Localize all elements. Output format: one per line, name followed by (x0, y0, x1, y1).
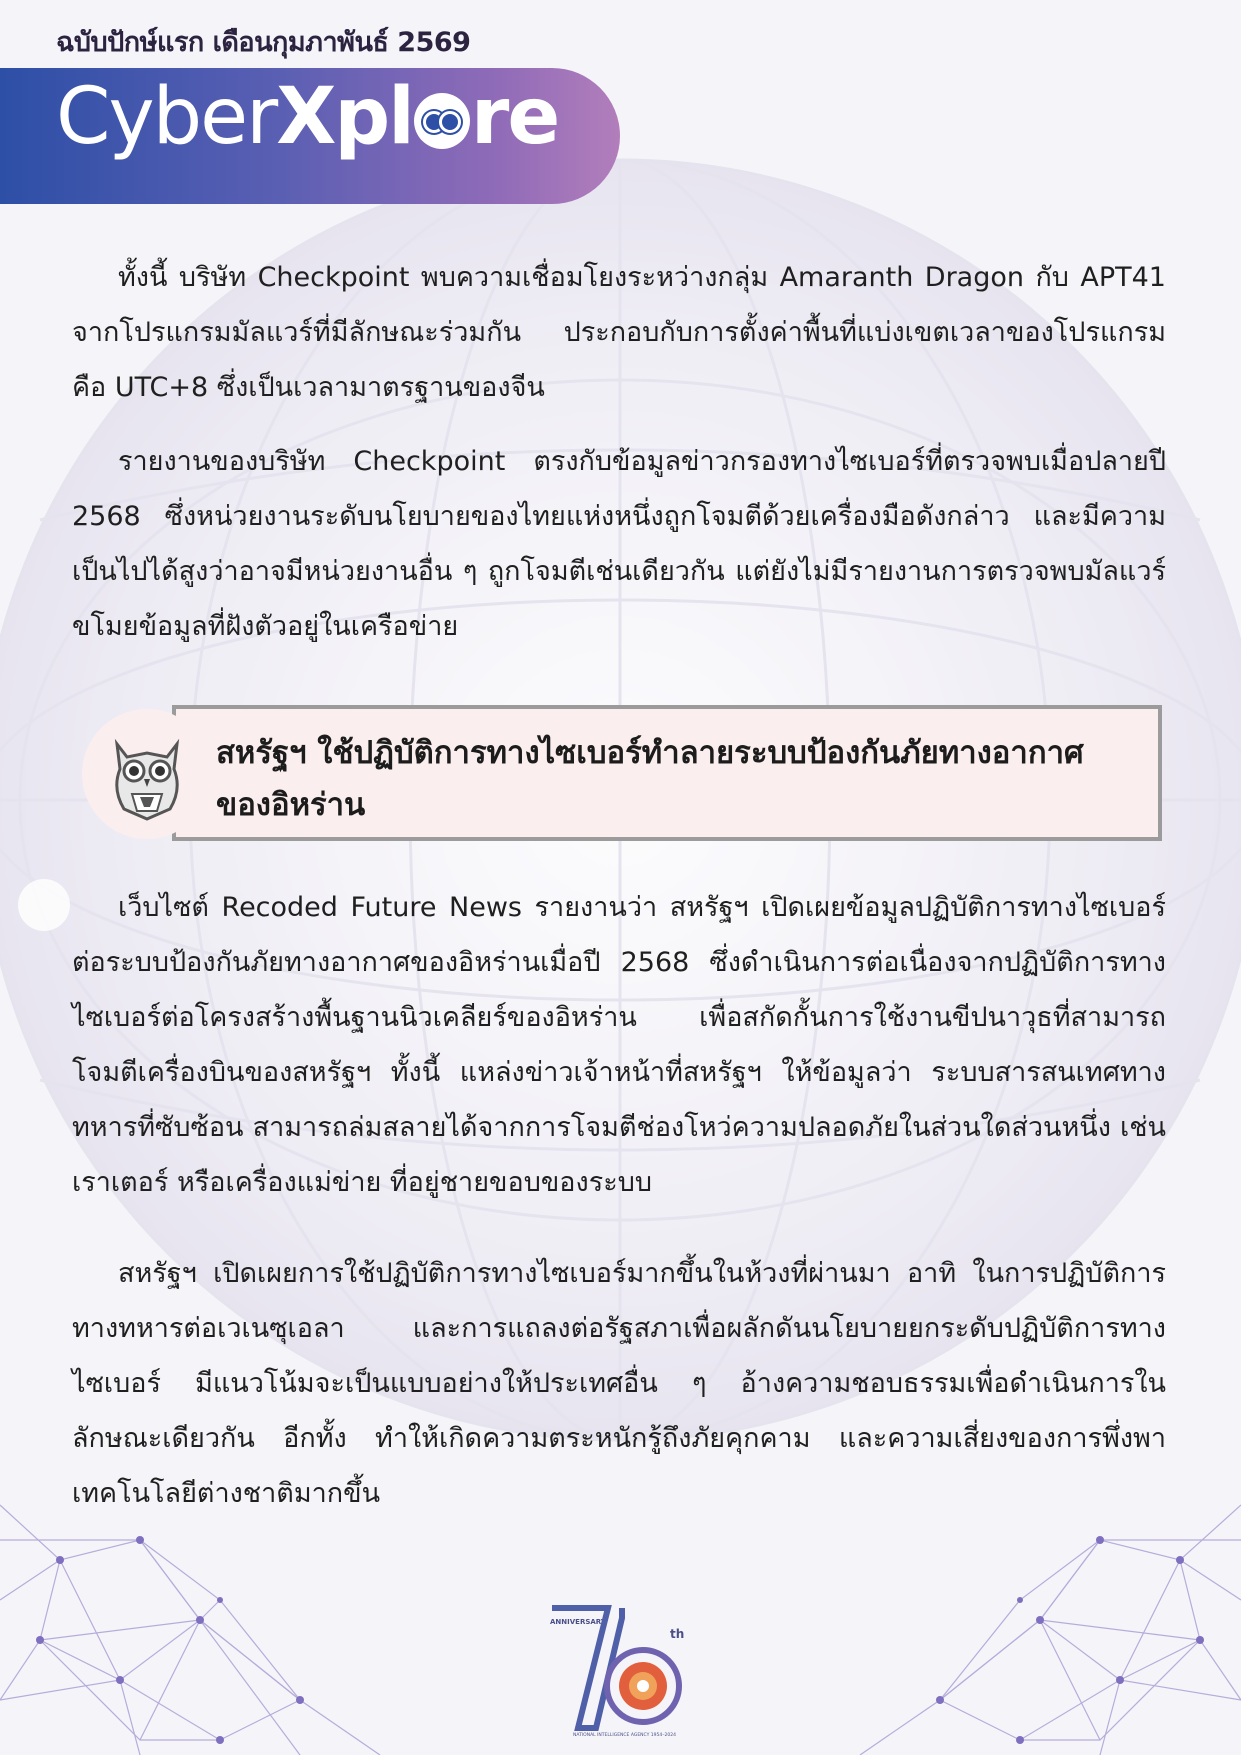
owl-badge (82, 709, 212, 839)
brand-logo-part-cyber: Cyber (56, 72, 277, 162)
section-heading: สหรัฐฯ ใช้ปฏิบัติการทางไซเบอร์ทำลายระบบป้องกันภัยทางอากาศของอิหร่าน (216, 735, 1084, 823)
owl-mascot-icon (82, 709, 212, 839)
agency-line: NATIONAL INTELLIGENCE AGENCY 1954–2024 (573, 1733, 676, 1738)
brand-logo-part-xpl: Xpl (276, 72, 413, 162)
anniversary-word: ANNIVERSARY (550, 1618, 606, 1626)
paragraph-checkpoint-link: ทั้งนี้ บริษัท Checkpoint พบความเชื่อมโยงระหว่างกลุ่ม Amaranth Dragon กับ APT41 จากโปรแกรมมัลแวร์ที่มีลักษณะร่วมกัน ประกอบกับการตั้งค่าพื้นที่แบ่งเขตเวลาของโปรแกรม คือ UTC+8 ซึ่งเป็นเวลามาตรฐานของจีน (72, 262, 1166, 403)
anniversary-logo (548, 1598, 698, 1738)
brand-logo (56, 72, 559, 162)
paragraph-us-cyber-ops: สหรัฐฯ เปิดเผยการใช้ปฏิบัติการทางไซเบอร์มากขึ้นในห้วงที่ผ่านมา อาทิ ในการปฏิบัติการทางทหารต่อเวเนซุเอลา และการแถลงต่อรัฐสภาเพื่อผลักดันนโยบายยกระดับปฏิบัติการทางไซเบอร์ มีแนวโน้มจะเป็นแบบอย่างให้ประเทศอื่น ๆ อ้างความชอบธรรมเพื่อดำเนินการในลักษณะเดียวกัน อีกทั้ง ทำให้เกิดความตระหนักรู้ถึงภัยคุกคาม และความเสี่ยงของการพึ่งพาเทคโนโลยีต่างชาติมากขึ้น (72, 1258, 1166, 1509)
owl-eye-icon (414, 93, 470, 149)
issue-date-line: ฉบับปักษ์แรก เดือนกุมภาพันธ์ 2569 (56, 27, 471, 58)
section-heading-box (172, 705, 1162, 841)
anniversary-suffix: th (670, 1627, 685, 1641)
paragraph-checkpoint-intel: รายงานของบริษัท Checkpoint ตรงกับข้อมูลข่าวกรองทางไซเบอร์ที่ตรวจพบเมื่อปลายปี 2568 ซึ่งหน่วยงานระดับนโยบายของไทยแห่งหนึ่งถูกโจมตีด้วยเครื่องมือดังกล่าว และมีความเป็นไปได้สูงว่าอาจมีหน่วยงานอื่น ๆ ถูกโจมตีเช่นเดียวกัน แต่ยังไม่มีรายงานการตรวจพบมัลแวร์ขโมยข้อมูลที่ฝังตัวอยู่ในเครือข่าย (72, 446, 1166, 642)
paragraph-us-iran-report: เว็บไซต์ Recoded Future News รายงานว่า สหรัฐฯ เปิดเผยข้อมูลปฏิบัติการทางไซเบอร์ต่อระบบป้องกันภัยทางอากาศของอิหร่านเมื่อปี 2568 ซึ่งดำเนินการต่อเนื่องจากปฏิบัติการทางไซเบอร์ต่อโครงสร้างพื้นฐานนิวเคลียร์ของอิหร่าน เพื่อสกัดกั้นการใช้งานขีปนาวุธที่สามารถโจมตีเครื่องบินของสหรัฐฯ ทั้งนี้ แหล่งข่าวเจ้าหน้าที่สหรัฐฯ ให้ข้อมูลว่า ระบบสารสนเทศทางทหารที่ซับซ้อน สามารถล่มสลายได้จากการโจมตีช่องโหว่ความปลอดภัยในส่วนใดส่วนหนึ่ง เช่น เราเตอร์ หรือเครื่องแม่ข่าย ที่อยู่ชายขอบของระบบ (72, 892, 1166, 1198)
brand-logo-part-re: re (470, 72, 559, 162)
